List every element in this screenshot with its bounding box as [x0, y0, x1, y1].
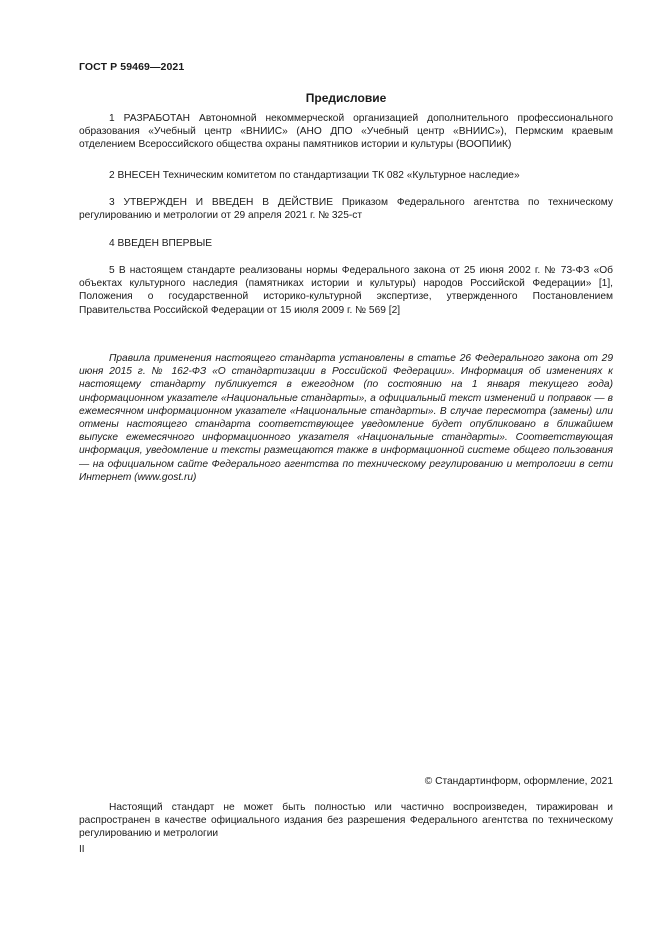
preface-item-text: 4 ВВЕДЕН ВПЕРВЫЕ	[109, 238, 213, 249]
preface-item-text: 5 В настоящем стандарте реализованы нормы Федерального закона от 25 июня 2002 г. № 73-ФЗ «Об объектах культурного наследия (памятниках истории и культуры) народов Российской Федерации» [1], Положения о государственной историко-культурной экспертизе, утвержденного Постановлением Правительства Российской Федерации от 15 июля 2009 г. № 569 [2]	[79, 265, 613, 316]
preface-item-text: 1 РАЗРАБОТАН Автономной некоммерческой организацией дополнительного профессионального образования «Учебный центр «ВНИИС» (АНО ДПО «Учебный центр «ВНИИС»), Пермским краевым отделением Всероссийского общества охраны памятников истории и культуры (ВООПИиК)	[79, 113, 613, 151]
preface-item-text: 3 УТВЕРЖДЕН И ВВЕДЕН В ДЕЙСТВИЕ Приказом Федерального агентства по техническому регулированию и метрологии от 29 апреля 2021 г. № 325-ст	[79, 197, 613, 222]
rules-notice-text: Правила применения настоящего стандарта установлены в статье 26 Федерального закона от 29 июня 2015 г. № 162-ФЗ «О стандартизации в Российской Федерации». Информация об изменениях к настоящему стандарту публикуется в ежегодном (по состоянию на 1 января текущего года) информационном указателе «Национальные стандарты», а официальный текст изменений и поправок — в ежемесячном информационном указателе «Национальные стандарты». В случае пересмотра (замены) или отмены настоящего стандарта соответствующее уведомление будет опубликовано в ближайшем выпуске ежемесячного информационного указателя «Национальные стандарты». Соответствующая информация, уведомление и тексты размещаются также в информационной системе общего пользования — на официальном сайте Федерального агентства по техническому регулированию и метрологии в сети Интернет (www.gost.ru)	[79, 353, 613, 483]
preface-item-1	[79, 112, 613, 152]
copyright-line: © Стандартинформ, оформление, 2021	[424, 776, 613, 787]
rules-notice	[79, 352, 613, 484]
reproduction-notice-text: Настоящий стандарт не может быть полностью или частично воспроизведен, тиражирован и распространен в качестве официального издания без разрешения Федерального агентства по техническому регулированию и метрологии	[79, 802, 613, 840]
preface-item-3	[79, 196, 613, 222]
page-number: II	[79, 844, 85, 855]
preface-item-2	[79, 169, 613, 182]
preface-title: Предисловие	[305, 91, 387, 105]
standard-code: ГОСТ Р 59469—2021	[79, 61, 185, 73]
preface-item-4	[79, 237, 613, 250]
preface-item-text: 2 ВНЕСЕН Техническим комитетом по стандартизации ТК 082 «Культурное наследие»	[109, 170, 520, 181]
preface-item-5	[79, 264, 613, 317]
reproduction-notice	[79, 801, 613, 841]
